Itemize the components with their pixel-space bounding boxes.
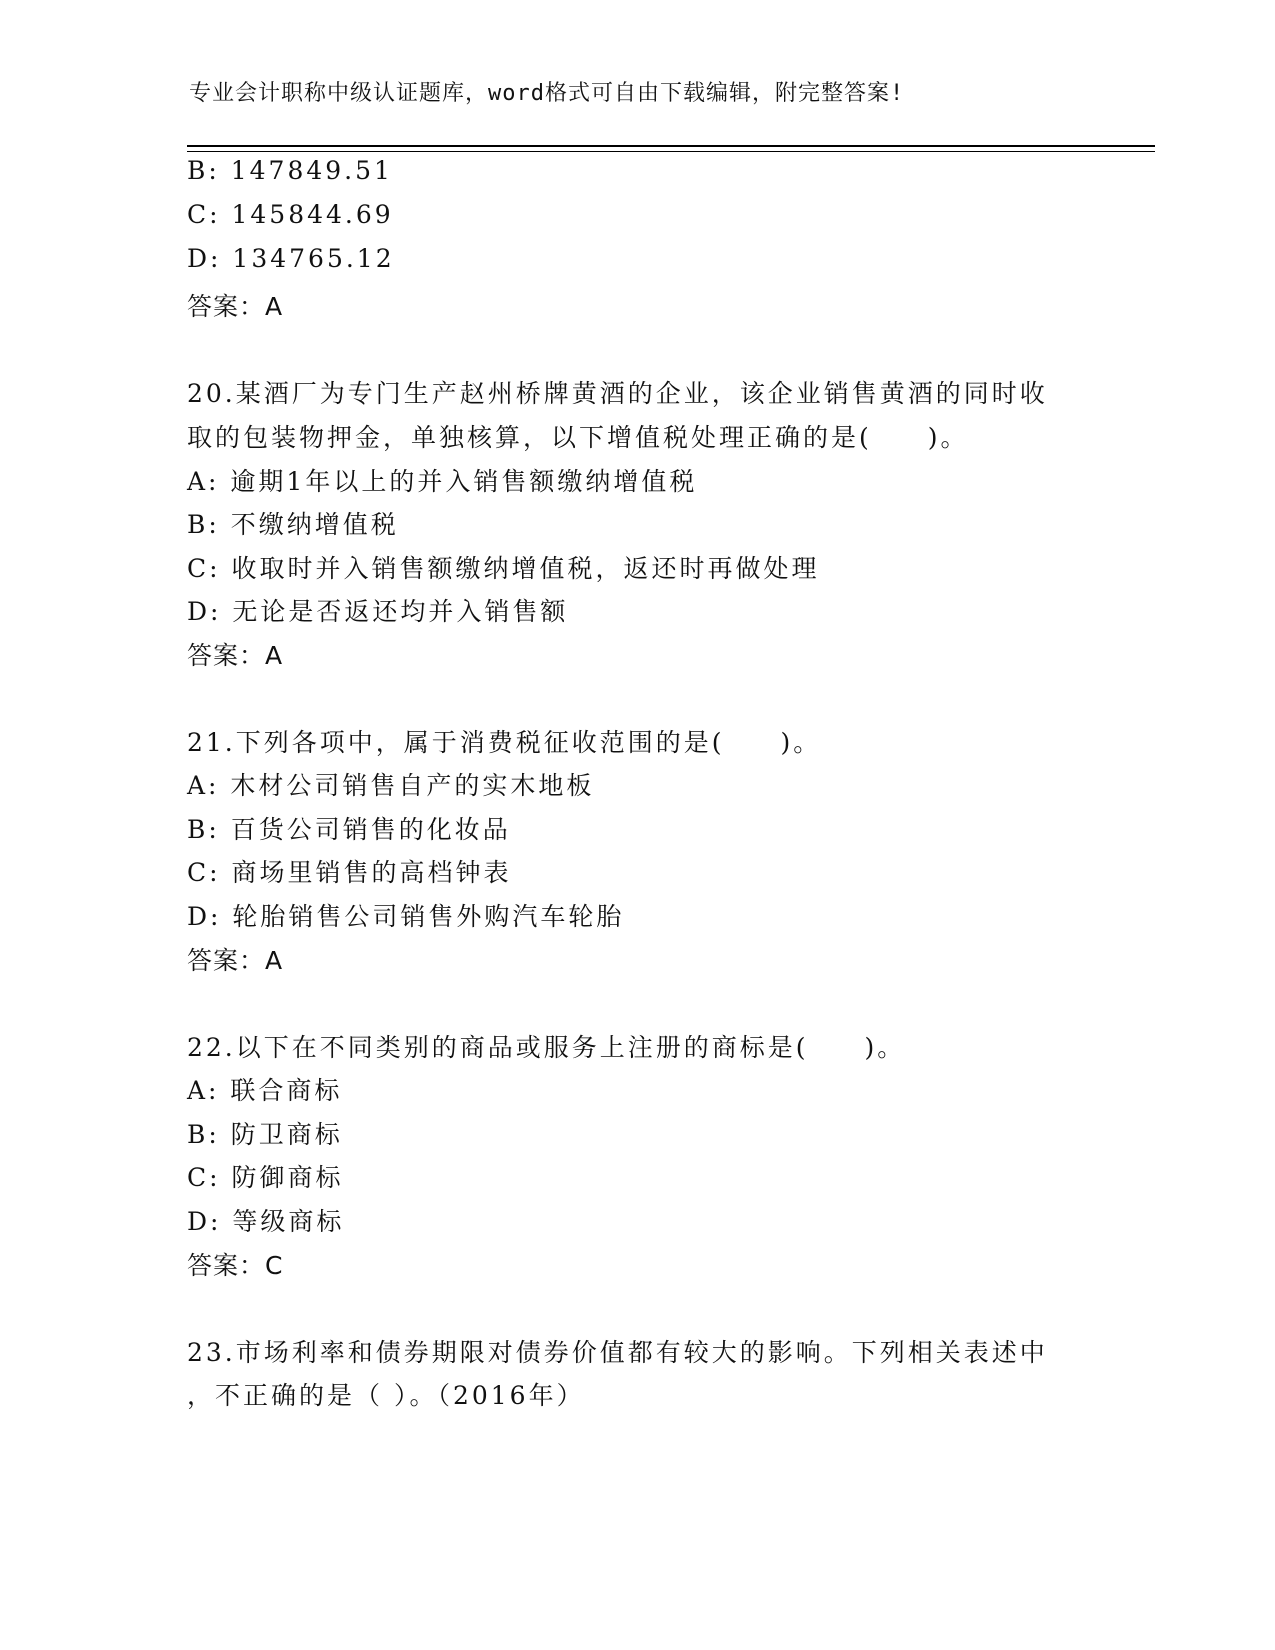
answer-line: 答案：A <box>187 946 284 975</box>
question-stem: 22.以下在不同类别的商品或服务上注册的商标是( )。 <box>187 1033 906 1062</box>
option-line: C: 145844.69 <box>187 200 394 229</box>
question-stem: ，不正确的是（ ）。（2016年） <box>187 1381 585 1410</box>
question-stem: 20.某酒厂为专门生产赵州桥牌黄酒的企业，该企业销售黄酒的同时收 <box>187 379 1048 408</box>
answer-line: 答案：A <box>187 641 284 670</box>
option-line: D: 无论是否返还均并入销售额 <box>187 597 569 626</box>
option-line: B: 百货公司销售的化妆品 <box>187 815 511 844</box>
question-stem: 23.市场利率和债券期限对债券价值都有较大的影响。下列相关表述中 <box>187 1338 1048 1367</box>
question-stem: 21.下列各项中，属于消费税征收范围的是( )。 <box>187 728 822 757</box>
option-line: D: 轮胎销售公司销售外购汽车轮胎 <box>187 902 625 931</box>
option-line: B: 防卫商标 <box>187 1120 343 1149</box>
option-line: B: 不缴纳增值税 <box>187 510 399 539</box>
page-header: 专业会计职称中级认证题库，word格式可自由下载编辑，附完整答案! <box>189 81 905 106</box>
header-rule-thin <box>187 151 1155 152</box>
option-line: A: 逾期1年以上的并入销售额缴纳增值税 <box>187 467 698 496</box>
option-line: D: 等级商标 <box>187 1207 345 1236</box>
option-line: D: 134765.12 <box>187 244 395 273</box>
question-stem: 取的包装物押金，单独核算，以下增值税处理正确的是( )。 <box>187 423 969 452</box>
option-line: C: 商场里销售的高档钟表 <box>187 858 512 887</box>
answer-line: 答案：A <box>187 292 284 321</box>
option-line: A: 联合商标 <box>187 1076 343 1105</box>
option-line: A: 木材公司销售自产的实木地板 <box>187 771 595 800</box>
option-line: B: 147849.51 <box>187 156 393 185</box>
answer-line: 答案：C <box>187 1251 284 1280</box>
header-rule-thick <box>187 145 1155 147</box>
option-line: C: 收取时并入销售额缴纳增值税，返还时再做处理 <box>187 554 820 583</box>
option-line: C: 防御商标 <box>187 1163 344 1192</box>
